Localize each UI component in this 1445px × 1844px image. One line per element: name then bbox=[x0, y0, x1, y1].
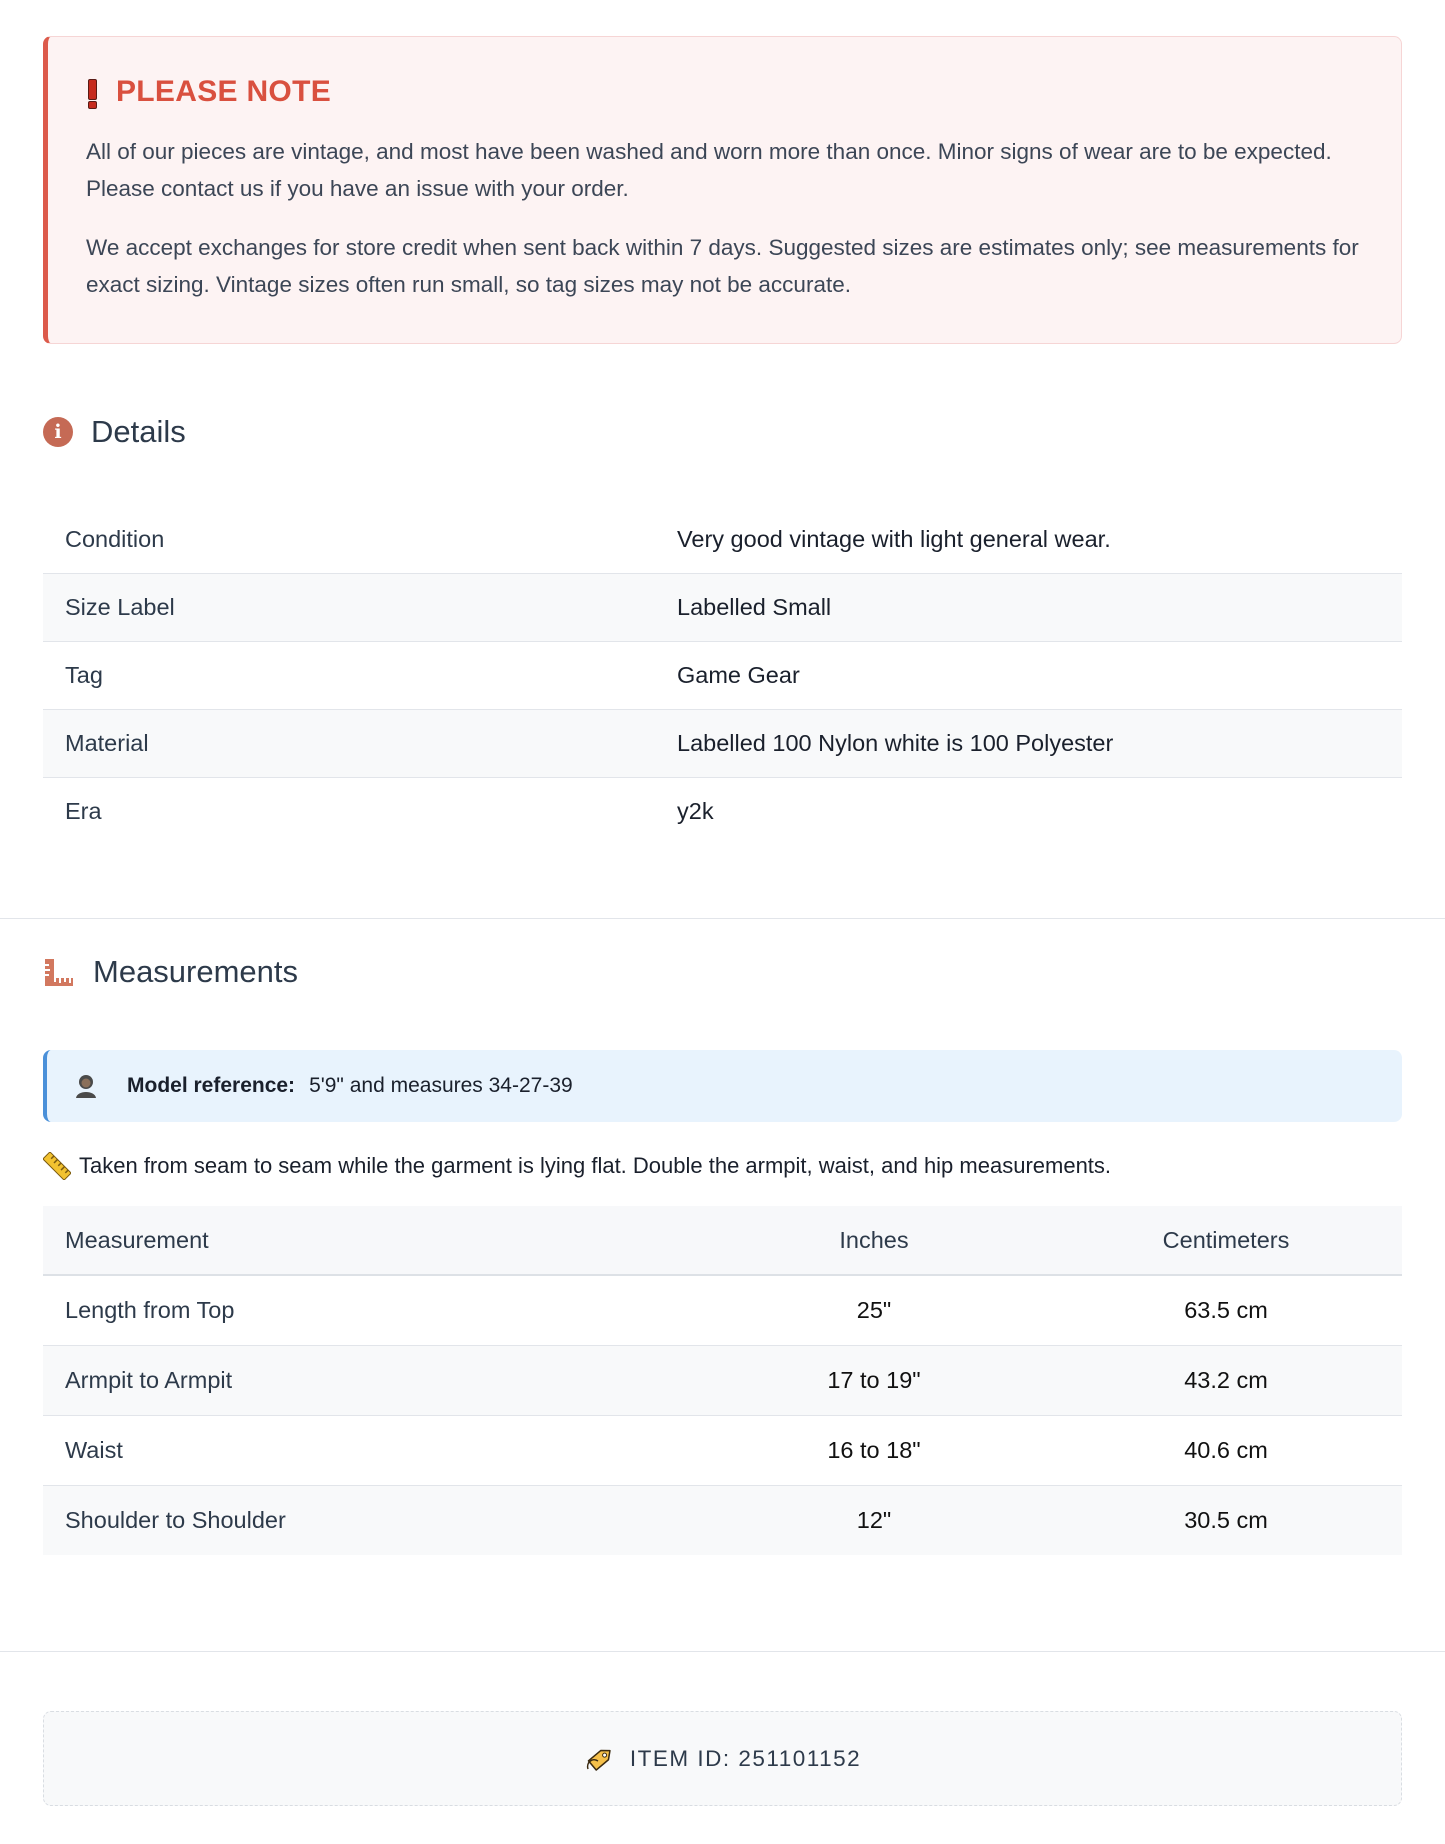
measurements-heading-label: Measurements bbox=[93, 954, 299, 989]
exclamation-icon bbox=[86, 77, 96, 107]
table-row bbox=[43, 1275, 1402, 1346]
detail-key: Era bbox=[65, 798, 102, 824]
table-row bbox=[43, 710, 1402, 778]
measurement-name: Waist bbox=[43, 1416, 698, 1486]
detail-value: Labelled Small bbox=[655, 574, 1402, 642]
table-row bbox=[43, 778, 1402, 846]
column-header: Inches bbox=[698, 1206, 1050, 1275]
section-divider bbox=[0, 918, 1445, 919]
measurement-inches: 12" bbox=[698, 1486, 1050, 1556]
note-paragraph-1: All of our pieces are vintage, and most have been washed and worn more than once. Minor signs of wear are to be expected. Please contact us if you have an issue with your order. bbox=[86, 139, 1332, 201]
instruction-text: Taken from seam to seam while the garment is lying flat. Double the armpit, waist, and hip measurements. bbox=[79, 1153, 1112, 1178]
measurement-cm: 63.5 cm bbox=[1050, 1275, 1402, 1346]
measurement-inches: 16 to 18" bbox=[698, 1416, 1050, 1486]
person-icon bbox=[73, 1073, 99, 1099]
straight-ruler-icon bbox=[43, 1152, 71, 1180]
detail-key: Size Label bbox=[43, 574, 655, 642]
column-header: Centimeters bbox=[1050, 1206, 1402, 1275]
table-header-row bbox=[43, 1206, 1402, 1275]
table-row bbox=[43, 1346, 1402, 1416]
model-reference-text: 5'9" and measures 34-27-39 bbox=[309, 1074, 573, 1097]
detail-value: Game Gear bbox=[655, 642, 1402, 710]
table-row bbox=[43, 574, 1402, 642]
detail-key: Material bbox=[43, 710, 655, 778]
detail-key: Condition bbox=[43, 506, 655, 574]
details-table bbox=[43, 506, 1402, 845]
measurement-inches: 25" bbox=[698, 1275, 1050, 1346]
model-reference bbox=[43, 1050, 1402, 1122]
item-id-box bbox=[43, 1711, 1402, 1806]
measurement-cm: 40.6 cm bbox=[1050, 1416, 1402, 1486]
item-id-text: ITEM ID: 251101152 bbox=[629, 1745, 862, 1771]
detail-value: y2k bbox=[677, 798, 714, 824]
note-paragraph-2: We accept exchanges for store credit when sent back within 7 days. Suggested sizes are estimates only; see measurements for exact sizing. Vintage sizes often run small, so tag sizes may not be accurate. bbox=[86, 235, 1359, 297]
detail-value: Very good vintage with light general wear. bbox=[655, 506, 1402, 574]
measurements-table bbox=[43, 1206, 1402, 1555]
info-icon: i bbox=[43, 417, 73, 447]
table-row bbox=[43, 506, 1402, 574]
measurement-name: Shoulder to Shoulder bbox=[43, 1486, 698, 1556]
measurement-instruction bbox=[43, 1152, 1402, 1180]
measurement-cm: 43.2 cm bbox=[1050, 1346, 1402, 1416]
tag-icon bbox=[584, 1743, 616, 1775]
measurement-name: Armpit to Armpit bbox=[43, 1346, 698, 1416]
details-heading-label: Details bbox=[91, 414, 186, 449]
table-row bbox=[43, 1416, 1402, 1486]
details-heading bbox=[43, 414, 1402, 450]
table-row bbox=[43, 642, 1402, 710]
measurement-name: Length from Top bbox=[43, 1275, 698, 1346]
column-header: Measurement bbox=[43, 1206, 698, 1275]
table-row bbox=[43, 1486, 1402, 1556]
note-title bbox=[86, 75, 1361, 109]
detail-value: Labelled 100 Nylon white is 100 Polyester bbox=[655, 710, 1402, 778]
please-note-box bbox=[43, 36, 1402, 344]
model-reference-label: Model reference: bbox=[127, 1074, 296, 1097]
section-divider bbox=[0, 1651, 1445, 1652]
measurements-heading bbox=[43, 954, 1402, 990]
measurement-cm: 30.5 cm bbox=[1050, 1486, 1402, 1556]
ruler-icon bbox=[43, 957, 75, 987]
note-title-text: PLEASE NOTE bbox=[116, 75, 331, 108]
detail-key: Tag bbox=[43, 642, 655, 710]
measurement-inches: 17 to 19" bbox=[698, 1346, 1050, 1416]
